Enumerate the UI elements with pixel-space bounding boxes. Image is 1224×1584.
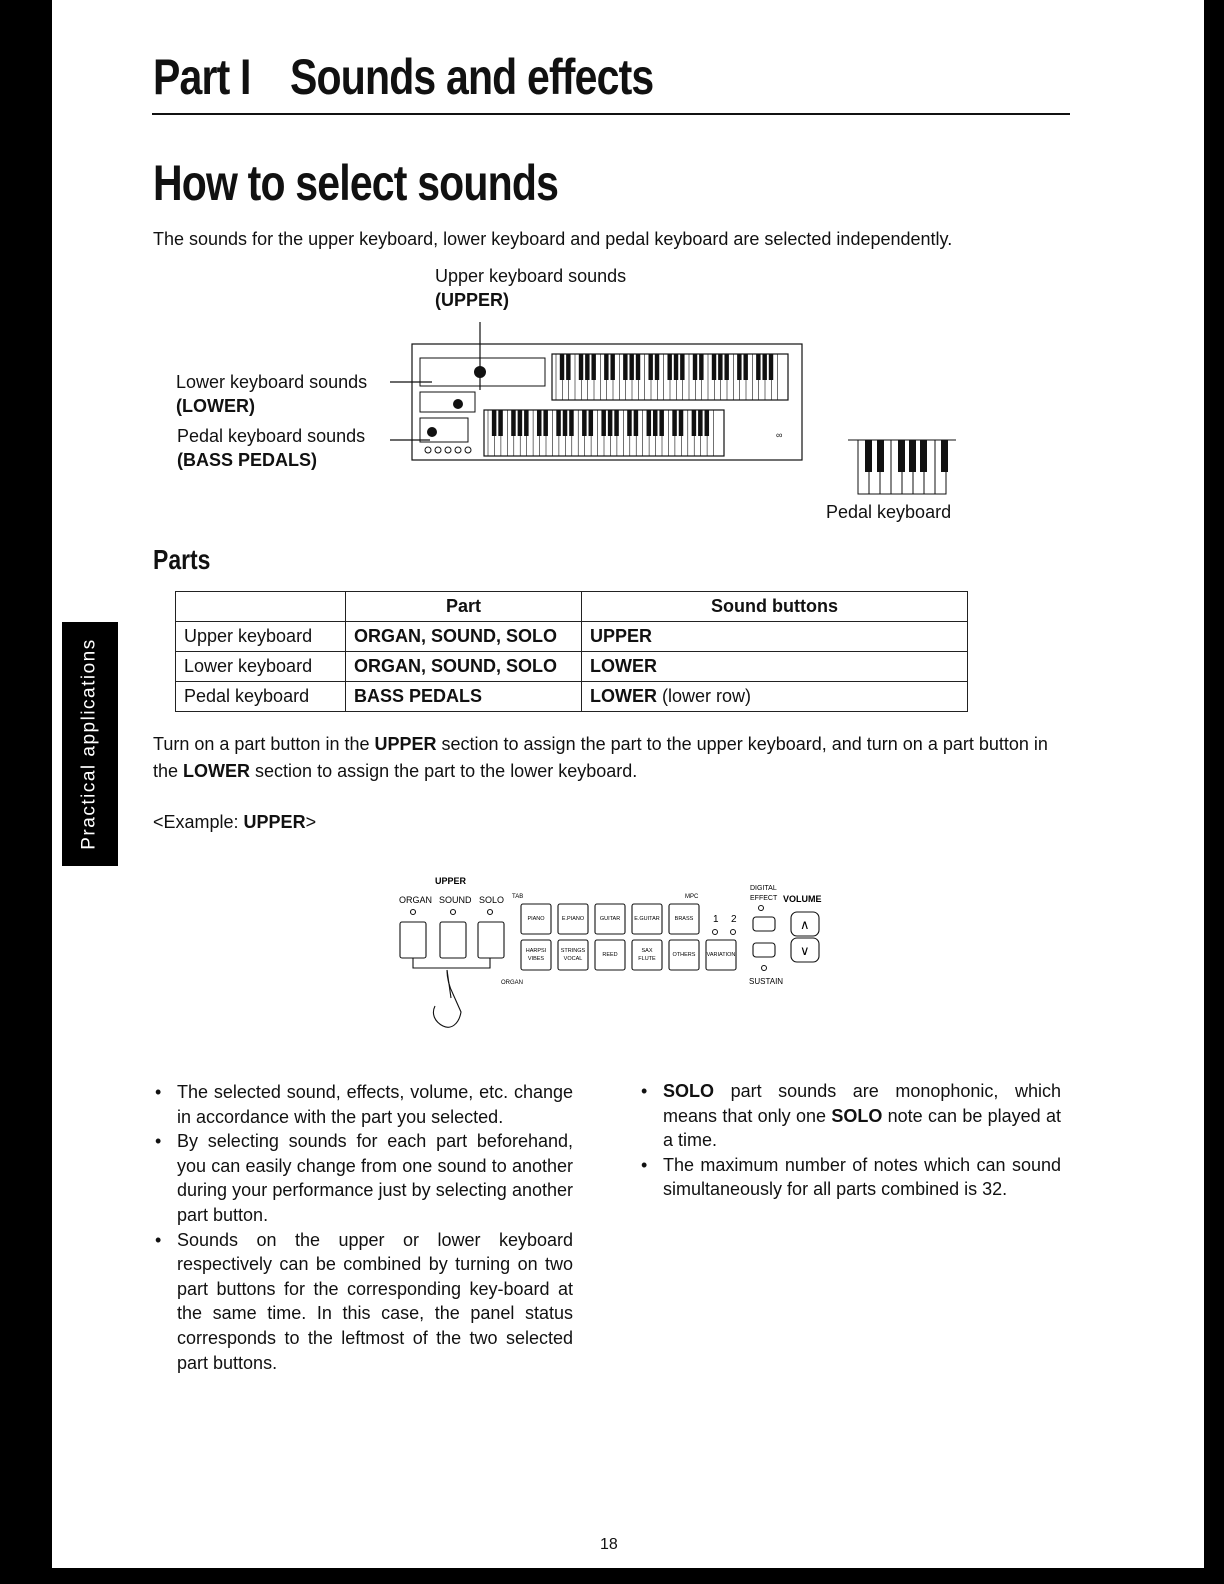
sound-button-label: GUITAR [599,916,621,922]
table-row [176,652,968,682]
table-row [176,622,968,652]
sound-button-label: FLUTE [638,956,656,962]
notes-right-list [639,1079,1061,1202]
parts-heading: Parts [153,544,211,575]
side-tab-label: Practical applications [79,638,101,850]
svg-text:VOLUME: VOLUME [783,894,822,904]
svg-text:TAB: TAB [512,894,524,900]
sound-button-label: OTHERS [672,952,696,958]
pedal-sounds-label: Pedal keyboard sounds (BASS PEDALS) [177,426,366,470]
table-header-row [176,592,968,622]
list-item: • Sounds on the upper or lower keyboard respectively can be combined by turning on two part buttons for the corresponding key-board at the same time. In this case, the panel status corresponds to the leftmost of the two selected part buttons. [153,1228,573,1376]
sound-button [521,940,551,970]
organ-label: ORGAN [399,895,433,905]
lower-sounds-label: Lower keyboard sounds (LOWER) [176,372,368,416]
list-item: • SOLO part sounds are monophonic, which means that only one SOLO note can be played at a time. [639,1079,1061,1153]
part-cell: ORGAN, SOUND, SOLO [346,622,582,652]
part-title [153,48,653,106]
table-row [176,682,968,712]
table-corner-cell [176,592,346,622]
control-panel-illustration [395,870,835,1045]
part-cell: BASS PEDALS [346,682,582,712]
pedal-keyboard-label: Pedal keyboard [826,502,952,522]
list-item: • By selecting sounds for each part beforehand, you can easily change from one sound to another during your performance just by selecting another part button. [153,1129,573,1227]
keyboard-cell: Upper keyboard [176,622,346,652]
section-title: How to select sounds [153,155,559,211]
sound-button-label: BRASS [674,916,694,922]
upper-sounds-label: Upper keyboard sounds (UPPER) [435,266,627,310]
keyboard-cell: Pedal keyboard [176,682,346,712]
upper-black-keys [556,354,778,400]
upper-section-label: UPPER [435,876,467,886]
page-frame-right [1204,0,1224,1584]
svg-text:∞: ∞ [776,430,783,440]
svg-text:∧: ∧ [800,917,810,932]
sound-button-label: HARPSI [525,948,547,954]
sound-cell: LOWER (lower row) [582,682,968,712]
svg-text:SUSTAIN: SUSTAIN [749,977,784,986]
sound-button-label: PIANO [527,916,545,922]
sound-button-label: SAX [641,948,653,954]
organ-illustration [380,320,810,470]
parts-table [175,591,968,712]
svg-text:1: 1 [713,914,719,925]
svg-text:2: 2 [731,914,737,925]
solo-label: SOLO [479,895,505,905]
svg-text:EFFECT: EFFECT [750,895,778,902]
example-label: <Example: UPPER> [153,812,317,832]
part-label: Part I [153,49,251,105]
lower-black-keys [488,410,714,456]
sound-button-label: E.GUITAR [634,916,660,922]
sound-button-label: REED [602,952,618,958]
list-item: • The selected sound, effects, volume, etc. change in accordance with the part you selected. [153,1080,573,1129]
sound-cell: LOWER [582,652,968,682]
sound-label: SOUND [439,895,472,905]
page-frame-bottom [0,1568,1224,1584]
sound-button [632,940,662,970]
col-part-header: Part [346,592,582,622]
svg-text:MPC: MPC [685,894,699,900]
page-frame-left [0,0,52,1584]
sound-button-label: STRINGS [560,948,586,954]
intro-text: The sounds for the upper keyboard, lower keyboard and pedal keyboard are selected independently. [153,229,953,249]
sound-button-label: VIBES [527,956,545,962]
sound-button-label: VOCAL [563,956,583,962]
col-sound-header: Sound buttons [582,592,968,622]
instruction-text: Turn on a part button in the UPPER section to assign the part to the upper keyboard, and turn on a part button in the LOWER section to assign the part to the lower keyboard. [153,734,1048,781]
list-item: • The maximum number of notes which can sound simultaneously for all parts combined is 32. [639,1153,1061,1202]
svg-text:ORGAN: ORGAN [501,980,524,986]
sound-button [558,940,588,970]
svg-text:∨: ∨ [800,943,810,958]
svg-text:DIGITAL: DIGITAL [750,885,777,892]
sound-cell: UPPER [582,622,968,652]
keyboard-cell: Lower keyboard [176,652,346,682]
title-rule [152,113,1070,115]
part-heading: Sounds and effects [289,49,654,105]
sound-button-label: E.PIANO [561,916,585,922]
pedal-keyboard-illustration [848,436,960,498]
side-tab [62,622,118,866]
page-number: 18 [600,1536,618,1553]
part-cell: ORGAN, SOUND, SOLO [346,652,582,682]
sound-button-label: VARIATION [706,952,736,958]
notes-left-list [153,1080,573,1375]
